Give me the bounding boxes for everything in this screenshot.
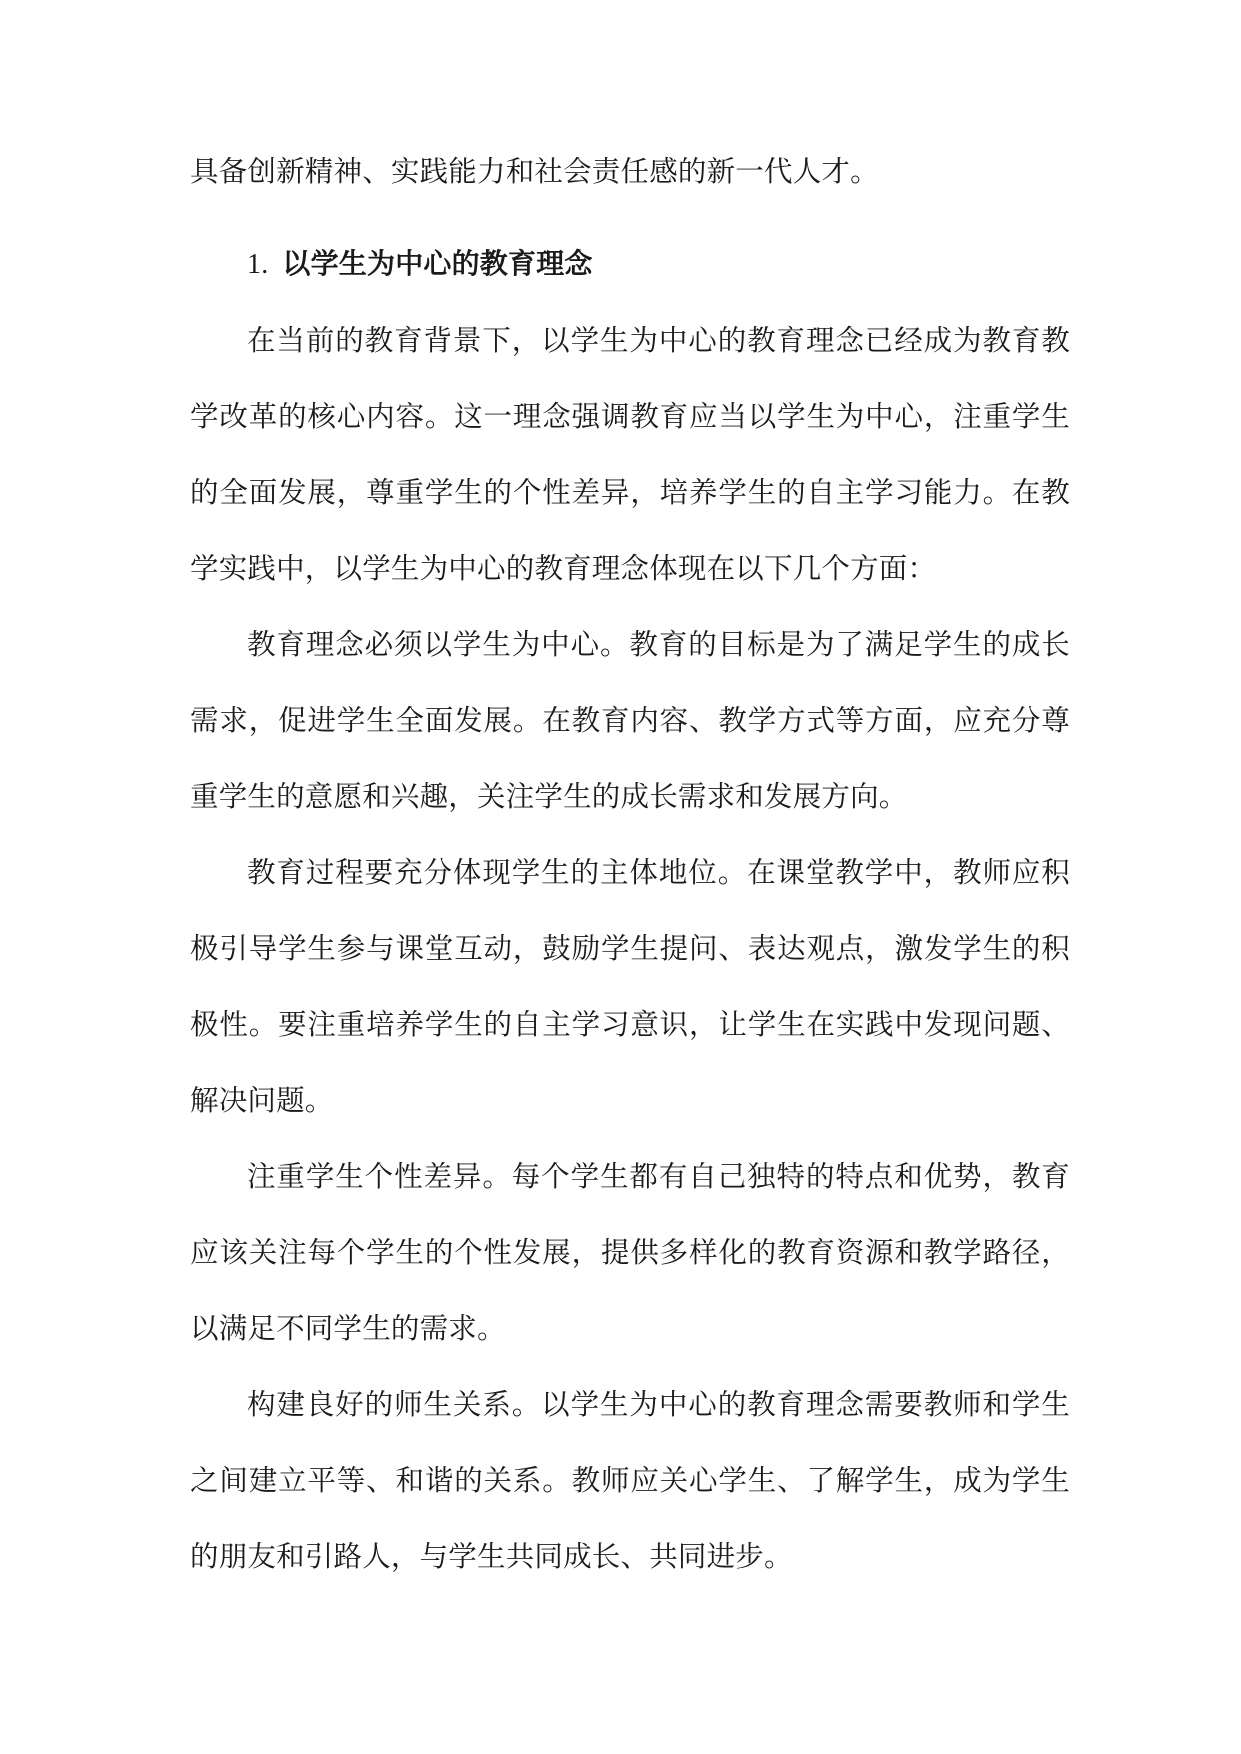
section-number: 1. (247, 249, 269, 280)
paragraph-2: 教育理念必须以学生为中心。教育的目标是为了满足学生的成长需求，促进学生全面发展。在教育内容、教学方式等方面，应充分尊重学生的意愿和兴趣，关注学生的成长需求和发展方向。 (190, 628, 1070, 813)
intro-tail-paragraph: 具备创新精神、实践能力和社会责任感的新一代人才。 (190, 155, 879, 188)
section-heading (190, 226, 1070, 303)
paragraph-4: 注重学生个性差异。每个学生都有自己独特的特点和优势，教育应该关注每个学生的个性发展，提供多样化的教育资源和教学路径，以满足不同学生的需求。 (190, 1160, 1070, 1345)
paragraph-1: 在当前的教育背景下，以学生为中心的教育理念已经成为教育教学改革的核心内容。这一理念强调教育应当以学生为中心，注重学生的全面发展，尊重学生的个性差异，培养学生的自主学习能力。在教学实践中，以学生为中心的教育理念体现在以下几个方面： (190, 324, 1070, 585)
paragraph-3: 教育过程要充分体现学生的主体地位。在课堂教学中，教师应积极引导学生参与课堂互动，鼓励学生提问、表达观点，激发学生的积极性。要注重培养学生的自主学习意识，让学生在实践中发现问题、解决问题。 (190, 856, 1070, 1117)
section-title: 以学生为中心的教育理念 (282, 247, 593, 280)
paragraph-5: 构建良好的师生关系。以学生为中心的教育理念需要教师和学生之间建立平等、和谐的关系。教师应关心学生、了解学生，成为学生的朋友和引路人，与学生共同成长、共同进步。 (190, 1388, 1070, 1573)
document-body (190, 134, 1070, 1595)
